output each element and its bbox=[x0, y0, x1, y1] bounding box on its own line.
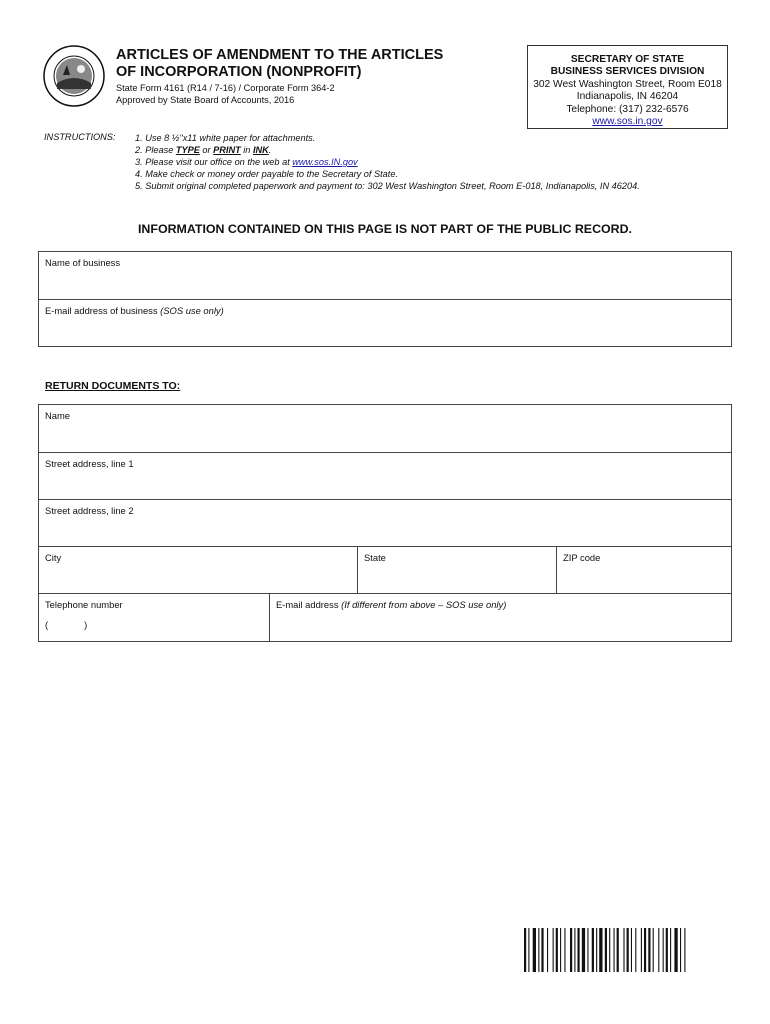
secretary-of-state-box: SECRETARY OF STATE BUSINESS SERVICES DIVISION 302 West Washington Street, Room E018 Indianapolis, IN 46204 Telephone: (317) 232-6576 www.sos.in.gov bbox=[527, 45, 728, 129]
form-title: ARTICLES OF AMENDMENT TO THE ARTICLES OF INCORPORATION (NONPROFIT) bbox=[116, 47, 444, 80]
approval-note: Approved by State Board of Accounts, 2016 bbox=[116, 95, 295, 105]
return-name-field[interactable]: Name bbox=[45, 410, 71, 421]
form-info bbox=[116, 82, 335, 106]
form-number: State Form 4161 (R14 / 7-16) / Corporate Form 364-2 bbox=[116, 83, 335, 93]
instructions-label: INSTRUCTIONS: bbox=[44, 132, 116, 142]
business-name-field[interactable]: Name of business bbox=[45, 257, 121, 268]
business-email-field[interactable]: E-mail address of business (SOS use only) bbox=[45, 305, 224, 316]
sos-website-link[interactable]: www.sos.in.gov bbox=[592, 116, 663, 128]
telephone-field[interactable]: Telephone number ( ) bbox=[45, 599, 123, 630]
sos-web-link[interactable]: www.sos.IN.gov bbox=[292, 157, 358, 167]
state-seal-icon bbox=[43, 45, 105, 107]
business-info-box bbox=[38, 251, 732, 347]
public-record-notice: INFORMATION CONTAINED ON THIS PAGE IS NOT PART OF THE PUBLIC RECORD. bbox=[137, 222, 632, 236]
return-email-field[interactable]: E-mail address (If different from above – SOS use only) bbox=[276, 599, 507, 610]
street-address-1-field[interactable]: Street address, line 1 bbox=[45, 458, 134, 469]
state-field[interactable]: State bbox=[364, 552, 386, 563]
return-documents-heading: RETURN DOCUMENTS TO: bbox=[45, 380, 181, 392]
street-address-2-field[interactable]: Street address, line 2 bbox=[45, 505, 134, 516]
return-documents-box bbox=[38, 404, 732, 642]
city-field[interactable]: City bbox=[45, 552, 62, 563]
zip-code-field[interactable]: ZIP code bbox=[563, 552, 601, 563]
instructions-list: 1. Use 8 ½"x11 white paper for attachments. 2. Please TYPE or PRINT in INK. 3. Please visit our office on the web at www.sos.IN.gov 4. Make check or money order payable to the Secretary of State. 5. Submit original completed paperwork and payment to: 302 West Washington Street, Room E-018, Indianapolis, IN 46204. bbox=[135, 133, 640, 191]
barcode-icon bbox=[524, 928, 710, 972]
